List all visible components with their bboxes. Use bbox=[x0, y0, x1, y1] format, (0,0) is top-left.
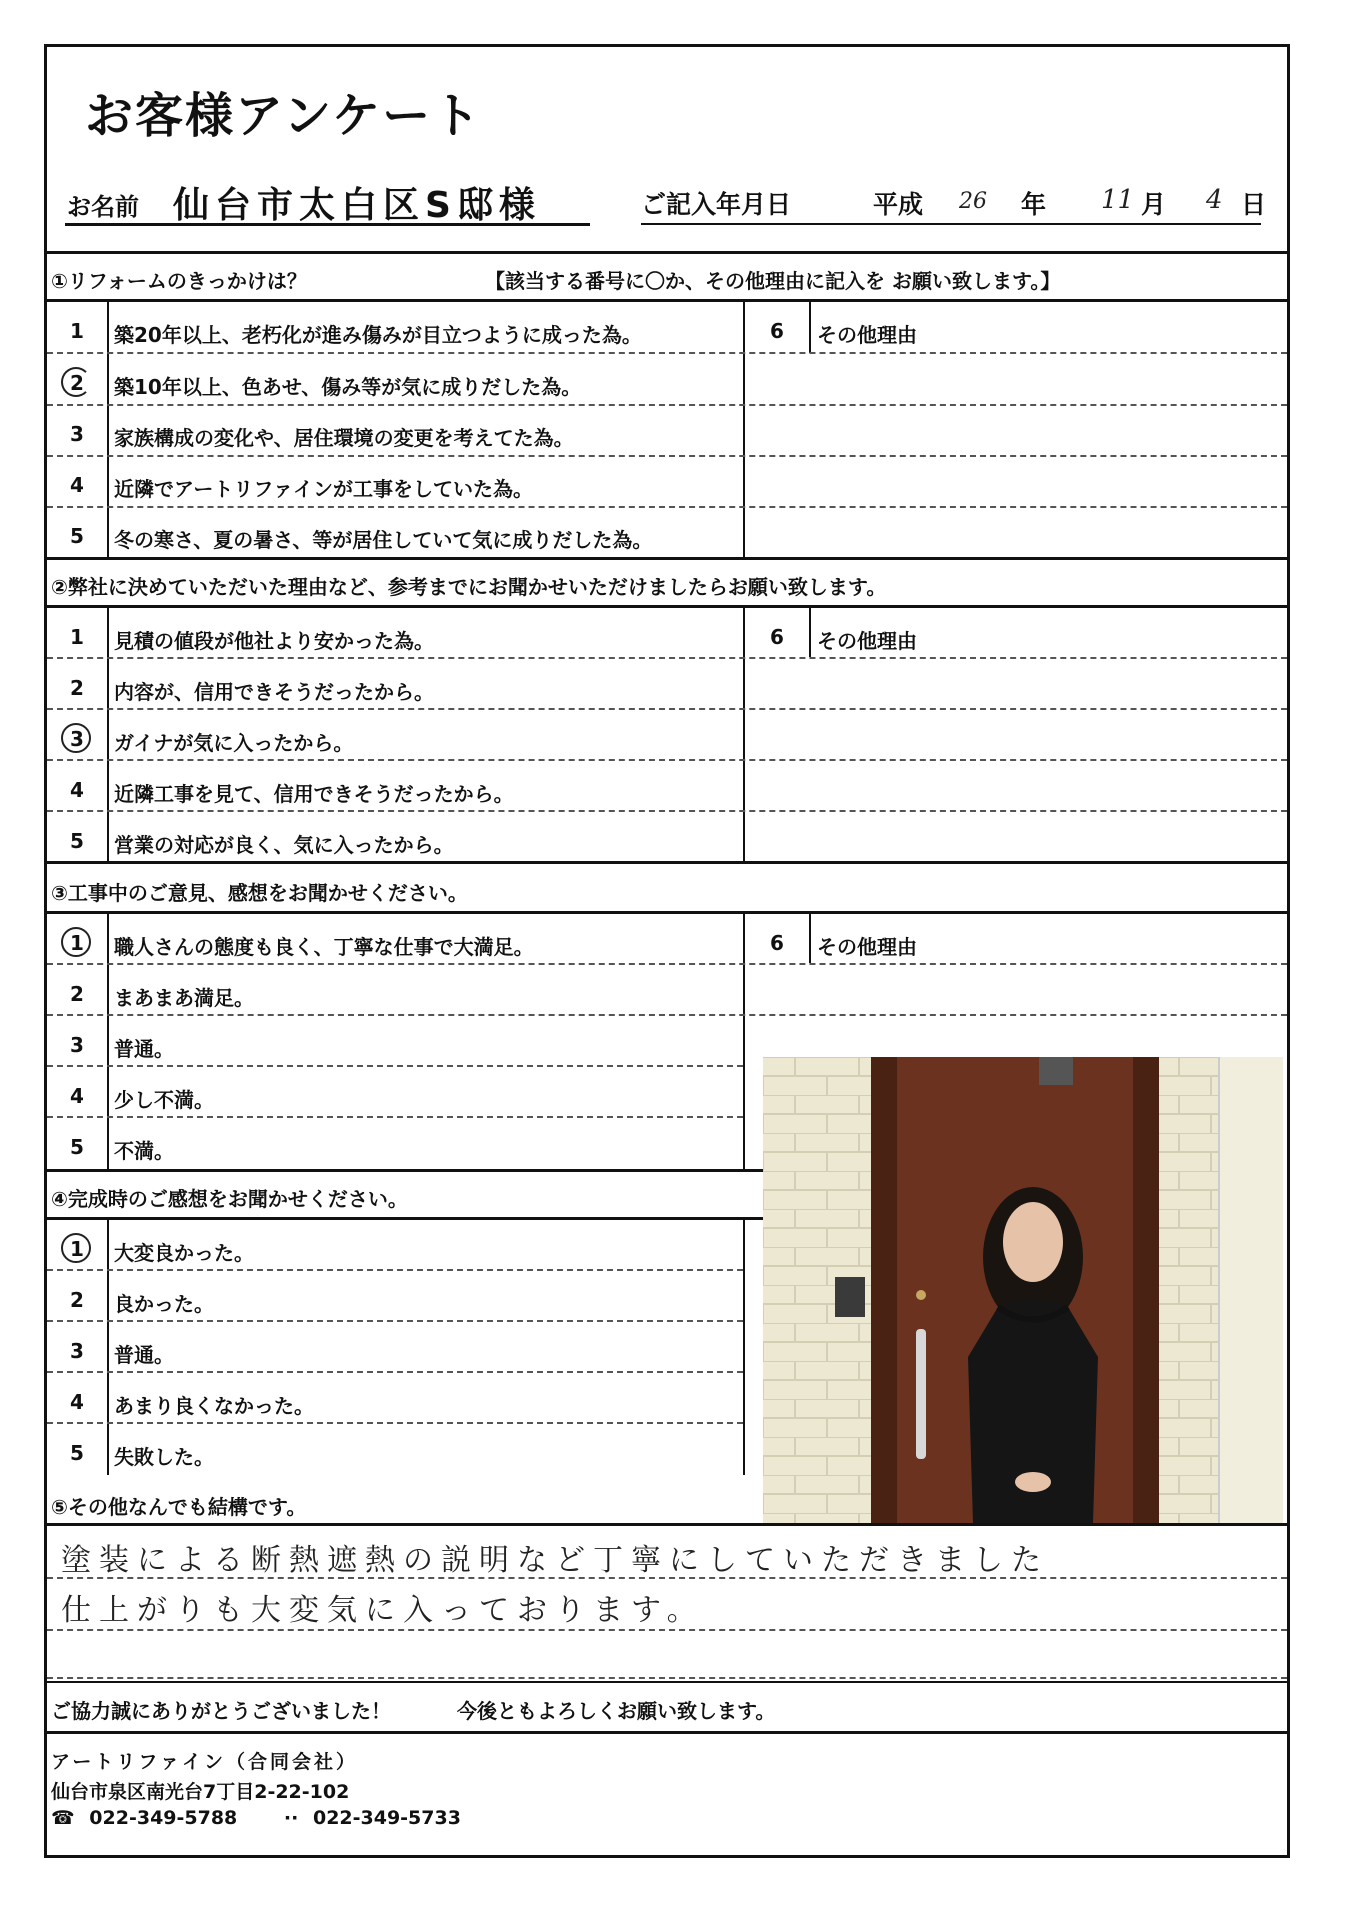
divider bbox=[47, 1217, 763, 1220]
dotted-line bbox=[47, 1116, 743, 1118]
option-number: 5 bbox=[70, 1135, 84, 1159]
selection-circle bbox=[61, 1233, 91, 1263]
phone-number: 022-349-5788 bbox=[89, 1807, 238, 1829]
dotted-line bbox=[47, 506, 1287, 508]
comment-line: 塗装による断熱遮熱の説明など丁寧にしていただきました bbox=[61, 1543, 1049, 1578]
option-number: 4 bbox=[70, 1084, 84, 1108]
other-label: その他理由 bbox=[817, 935, 917, 959]
option-number: 3 bbox=[70, 727, 84, 751]
dotted-line bbox=[47, 657, 1287, 659]
option-text: ガイナが気に入ったから。 bbox=[114, 731, 354, 755]
option-number: 3 bbox=[70, 1339, 84, 1363]
option-number: 3 bbox=[70, 1033, 84, 1057]
selection-circle bbox=[61, 367, 91, 397]
option-number: 5 bbox=[70, 829, 84, 853]
section4-heading: ④完成時のご感想をお聞かせください。 bbox=[51, 1187, 408, 1211]
dotted-line bbox=[47, 1422, 743, 1424]
option-number: 4 bbox=[70, 778, 84, 802]
divider bbox=[47, 861, 1287, 864]
dotted-line bbox=[47, 1065, 743, 1067]
dotted-line bbox=[47, 1014, 1287, 1016]
option-text: 築10年以上、色あせ、傷み等が気に成りだした為。 bbox=[114, 375, 582, 399]
option-text: 良かった。 bbox=[114, 1292, 214, 1316]
column-divider bbox=[743, 607, 745, 861]
dotted-line bbox=[47, 1577, 1287, 1579]
section3-heading: ③工事中のご意見、感想をお聞かせください。 bbox=[51, 881, 468, 905]
date-year: 26 bbox=[959, 189, 987, 214]
option-number: 5 bbox=[70, 524, 84, 548]
date-day: 4 bbox=[1206, 185, 1223, 215]
date-month: 11 bbox=[1101, 185, 1135, 215]
divider bbox=[47, 1681, 1287, 1683]
date-field bbox=[641, 181, 1267, 225]
option-text: 大変良かった。 bbox=[114, 1241, 254, 1265]
option-number: 1 bbox=[70, 625, 84, 649]
divider bbox=[47, 1731, 1287, 1734]
divider bbox=[47, 605, 1287, 608]
other-number: 6 bbox=[770, 625, 784, 649]
name-field bbox=[65, 181, 590, 226]
other-label: その他理由 bbox=[817, 323, 917, 347]
fax-icon: ·· bbox=[283, 1807, 299, 1829]
dotted-line bbox=[47, 708, 1287, 710]
option-text: 近隣工事を見て、信用できそうだったから。 bbox=[114, 782, 514, 806]
customer-name: 仙台市太白区S邸様 bbox=[173, 185, 541, 226]
dotted-line bbox=[47, 1677, 1287, 1679]
option-text: 営業の対応が良く、気に入ったから。 bbox=[114, 833, 454, 857]
divider bbox=[47, 557, 1287, 560]
other-number: 6 bbox=[770, 319, 784, 343]
option-number: 2 bbox=[70, 982, 84, 1006]
dotted-line bbox=[47, 810, 1287, 812]
closing-message: 今後ともよろしくお願い致します。 bbox=[457, 1699, 776, 1723]
dotted-line bbox=[47, 455, 1287, 457]
option-number: 1 bbox=[70, 931, 84, 955]
option-number: 2 bbox=[70, 676, 84, 700]
option-text: 普通。 bbox=[114, 1037, 174, 1061]
dotted-line bbox=[47, 1629, 1287, 1631]
section2-heading: ②弊社に決めていただいた理由など、参考までにお聞かせいただけましたらお願い致します。 bbox=[51, 575, 887, 599]
divider bbox=[47, 911, 1287, 914]
option-text: 内容が、信用できそうだったから。 bbox=[114, 680, 434, 704]
selection-circle bbox=[61, 927, 91, 957]
option-number: 2 bbox=[70, 1288, 84, 1312]
section5-heading: ⑤その他なんでも結構です。 bbox=[51, 1495, 307, 1519]
date-day-unit: 日 bbox=[1241, 190, 1267, 219]
option-text: 失敗した。 bbox=[114, 1445, 214, 1469]
fax-number: 022-349-5733 bbox=[312, 1807, 461, 1829]
option-number: 1 bbox=[70, 1237, 84, 1261]
option-text: 職人さんの態度も良く、丁寧な仕事で大満足。 bbox=[114, 935, 534, 959]
company-address: 仙台市泉区南光台7丁目2-22-102 bbox=[51, 1781, 350, 1803]
phone-icon: ☎ bbox=[51, 1807, 75, 1829]
option-text: 築20年以上、老朽化が進み傷みが目立つように成った為。 bbox=[114, 323, 642, 347]
dotted-line bbox=[47, 1320, 743, 1322]
dotted-line bbox=[47, 352, 1287, 354]
divider bbox=[47, 1523, 1287, 1526]
option-text: 冬の寒さ、夏の暑さ、等が居住していて気に成りだした為。 bbox=[114, 528, 653, 552]
company-name: アートリファイン（合同会社） bbox=[51, 1751, 359, 1773]
option-number: 2 bbox=[70, 371, 84, 395]
other-label: その他理由 bbox=[817, 629, 917, 653]
column-divider bbox=[743, 913, 745, 1169]
column-divider bbox=[743, 1219, 745, 1475]
page-title: お客様アンケート bbox=[85, 88, 483, 144]
thanks-message: ご協力誠にありがとうございました！ bbox=[51, 1699, 391, 1723]
dotted-line bbox=[47, 759, 1287, 761]
option-text: 見積の値段が他社より安かった為。 bbox=[114, 629, 434, 653]
option-number: 4 bbox=[70, 473, 84, 497]
option-number: 3 bbox=[70, 422, 84, 446]
option-text: 普通。 bbox=[114, 1343, 174, 1367]
customer-photo bbox=[763, 1057, 1283, 1523]
option-text: まあまあ満足。 bbox=[114, 986, 254, 1010]
column-divider bbox=[809, 301, 811, 353]
date-label: ご記入年月日 bbox=[641, 190, 792, 219]
survey-form bbox=[44, 44, 1290, 1858]
column-divider bbox=[743, 301, 745, 557]
date-year-unit: 年 bbox=[1021, 190, 1047, 219]
column-divider bbox=[809, 607, 811, 657]
date-era: 平成 bbox=[873, 190, 924, 219]
company-contact bbox=[51, 1807, 461, 1829]
name-label: お名前 bbox=[67, 193, 139, 221]
dotted-line bbox=[47, 1269, 743, 1271]
option-text: 家族構成の変化や、居住環境の変更を考えてた為。 bbox=[114, 426, 574, 450]
comment-line: 仕上がりも大変気に入っております。 bbox=[61, 1593, 705, 1628]
option-number: 5 bbox=[70, 1441, 84, 1465]
divider bbox=[47, 1169, 763, 1172]
date-month-unit: 月 bbox=[1141, 190, 1167, 219]
divider bbox=[47, 251, 1287, 254]
section1-heading: ①リフォームのきっかけは？ bbox=[51, 269, 307, 293]
divider bbox=[47, 299, 1287, 302]
column-divider bbox=[809, 913, 811, 963]
photo-illustration bbox=[763, 1057, 1283, 1523]
dotted-line bbox=[47, 963, 1287, 965]
option-text: 少し不満。 bbox=[114, 1088, 214, 1112]
other-number: 6 bbox=[770, 931, 784, 955]
section1-instruction: 【該当する番号に〇か、その他理由に記入を お願い致します。】 bbox=[485, 269, 1061, 293]
dotted-line bbox=[47, 404, 1287, 406]
option-text: あまり良くなかった。 bbox=[114, 1394, 314, 1418]
selection-circle bbox=[61, 723, 91, 753]
dotted-line bbox=[47, 1371, 743, 1373]
option-number: 4 bbox=[70, 1390, 84, 1414]
option-text: 不満。 bbox=[114, 1139, 174, 1163]
option-number: 1 bbox=[70, 319, 84, 343]
option-text: 近隣でアートリファインが工事をしていた為。 bbox=[114, 477, 533, 501]
